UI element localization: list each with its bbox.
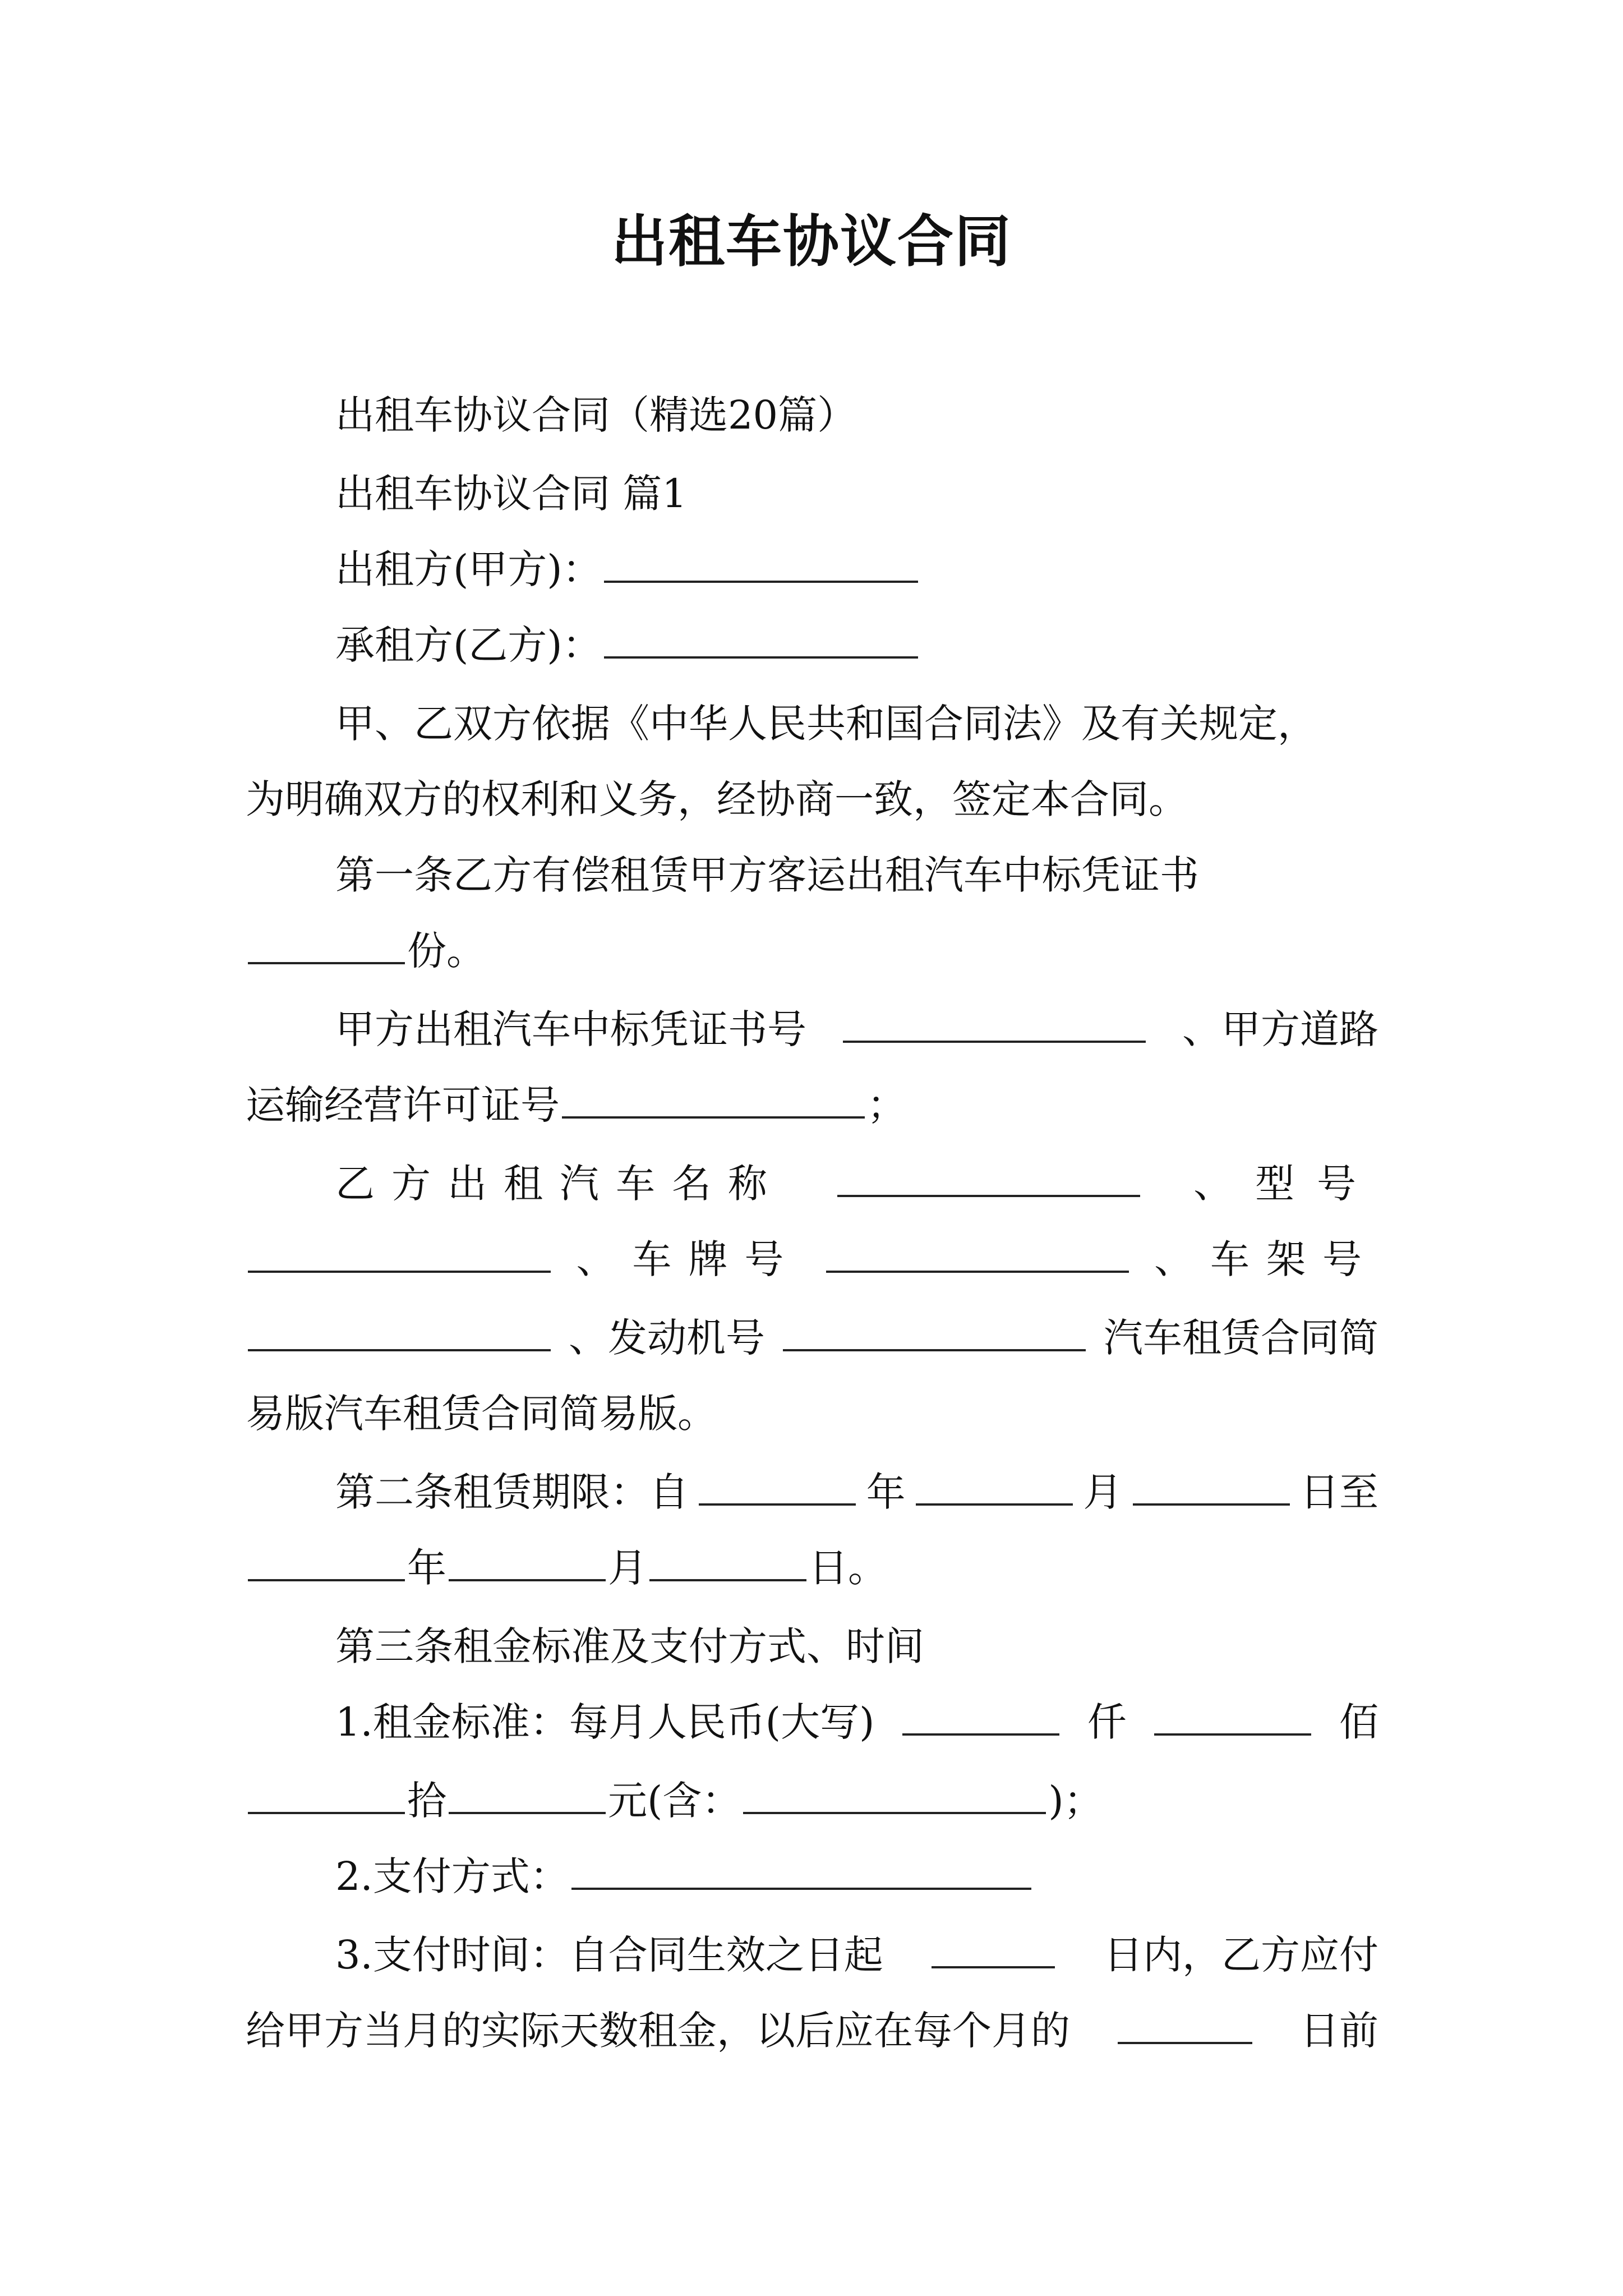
copies-blank: [248, 926, 405, 964]
plate-number-blank: [826, 1235, 1129, 1273]
start-day-label: 日至: [1299, 1469, 1378, 1515]
payment-method-line: [246, 1848, 1378, 1904]
rent-tens-blank: [248, 1776, 405, 1814]
rent-standard-label: 1.租金标准：每月人民币(大写): [335, 1699, 875, 1745]
paragraph-text: 甲、乙双方依据《中华人民共和国合同法》及有关规定，: [335, 701, 1317, 747]
subtitle-text: 出租车协议合同（精选20篇）: [335, 392, 857, 438]
hundreds-label: 佰: [1339, 1699, 1378, 1745]
tens-label: 拾: [407, 1778, 446, 1824]
payment-time-label: 3.支付时间：自合同生效之日起: [335, 1932, 883, 1978]
rent-units-blank: [449, 1776, 606, 1814]
start-year-label: 年: [866, 1469, 906, 1515]
start-day-blank: [1133, 1467, 1290, 1506]
rent-standard-line: [246, 1694, 1378, 1750]
rent-amount-line: [246, 1773, 1378, 1829]
paragraph-line: [246, 1386, 1378, 1442]
lessor-label: 出租方(甲方)：: [335, 546, 602, 592]
thousands-label: 仟: [1087, 1699, 1127, 1745]
plate-number-label: 、车牌号: [576, 1236, 801, 1282]
certificate-number-line: [246, 1001, 1378, 1057]
paragraph-line: [246, 771, 1378, 827]
frame-number-blank: [248, 1313, 551, 1351]
payment-monthly-suffix: 日前: [1300, 2008, 1378, 2054]
payment-days-blank: [932, 1930, 1055, 1968]
lessor-blank: [604, 545, 918, 583]
end-month-label: 月: [608, 1545, 647, 1591]
end-year-label: 年: [407, 1545, 446, 1591]
certificate-number-label: 甲方出租汽车中标凭证书号: [335, 1006, 806, 1052]
lease-term-label: 第二条租赁期限：自: [335, 1469, 689, 1515]
vehicle-model-label: 、型号: [1193, 1161, 1378, 1207]
payment-method-blank: [571, 1852, 1031, 1890]
payment-method-label: 2.支付方式：: [335, 1853, 569, 1899]
lessor-line: [246, 541, 1378, 597]
engine-line-suffix: 汽车租赁合同简: [1104, 1315, 1378, 1361]
end-month-blank: [449, 1543, 606, 1581]
vehicle-model-blank: [248, 1235, 551, 1273]
license-number-blank: [562, 1080, 865, 1119]
includes-suffix: )；: [1048, 1778, 1103, 1824]
payment-day-blank: [1118, 2006, 1252, 2044]
end-year-blank: [248, 1543, 405, 1581]
license-number-label: 运输经营许可证号: [246, 1082, 560, 1128]
article-1-text: 第一条乙方有偿租赁甲方客运出租汽车中标凭证书: [335, 852, 1199, 898]
start-year-blank: [699, 1467, 856, 1506]
engine-number-label: 、发动机号: [569, 1315, 765, 1361]
section-heading-text: 出租车协议合同 篇1: [335, 471, 687, 517]
certificate-number-blank: [843, 1005, 1146, 1043]
article-1-continuation: [246, 923, 1378, 979]
article-1-line: [246, 847, 1378, 903]
start-month-blank: [916, 1467, 1073, 1506]
subtitle-line: [246, 387, 1378, 443]
rent-thousands-blank: [902, 1697, 1059, 1736]
engine-number-blank: [783, 1313, 1086, 1351]
paragraph-line: [246, 696, 1378, 752]
end-day-label: 日。: [809, 1545, 887, 1591]
section-heading: [246, 466, 1378, 522]
rent-hundreds-blank: [1154, 1697, 1311, 1736]
lessee-line: [246, 617, 1378, 673]
end-day-blank: [649, 1543, 806, 1581]
start-month-label: 月: [1083, 1469, 1123, 1515]
lessee-blank: [604, 620, 918, 659]
payment-monthly-line: [246, 2003, 1378, 2059]
road-transport-label: 、甲方道路: [1182, 1006, 1378, 1052]
lessee-label: 承租方(乙方)：: [335, 622, 602, 668]
paragraph-text: 易版汽车租赁合同简易版。: [246, 1391, 717, 1437]
payment-time-line: [246, 1927, 1378, 1983]
article-3-line: [246, 1618, 1378, 1674]
vehicle-name-line: [246, 1156, 1378, 1212]
payment-time-suffix: 日内，乙方应付: [1103, 1932, 1378, 1978]
plate-frame-line: [246, 1231, 1378, 1287]
license-number-line: [246, 1077, 1378, 1133]
paragraph-text: 为明确双方的权利和义务，经协商一致，签定本合同。: [246, 776, 1188, 822]
yuan-label: 元(含：: [608, 1778, 741, 1824]
lease-term-line: [246, 1464, 1378, 1520]
vehicle-name-label: 乙方出租汽车名称: [335, 1161, 784, 1207]
document-title: 出租车协议合同: [611, 208, 1012, 274]
engine-number-line: [246, 1310, 1378, 1366]
lease-term-end-line: [246, 1540, 1378, 1596]
article-3-text: 第三条租金标准及支付方式、时间: [335, 1623, 924, 1669]
payment-monthly-label: 给甲方当月的实际天数租金，以后应在每个月的: [246, 2008, 1070, 2054]
frame-number-label: 、车架号: [1154, 1236, 1378, 1282]
license-number-suffix: ；: [867, 1082, 906, 1128]
copies-suffix: 份。: [407, 928, 486, 974]
vehicle-name-blank: [837, 1159, 1140, 1197]
rent-includes-blank: [743, 1776, 1046, 1814]
